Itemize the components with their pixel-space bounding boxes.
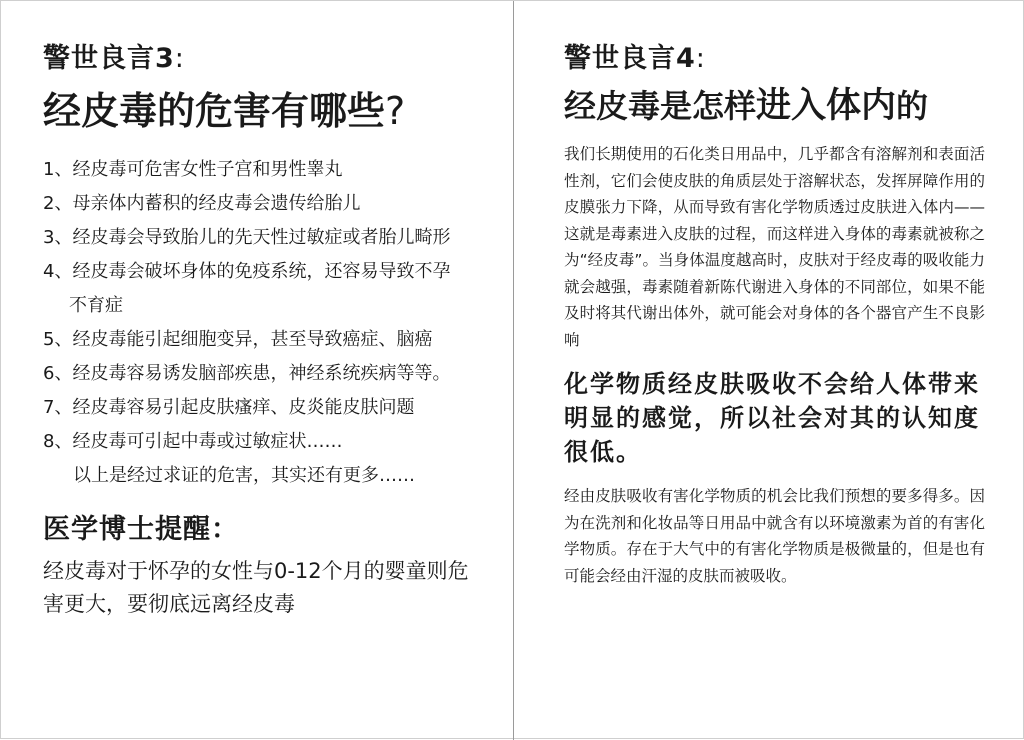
list-item <box>43 221 483 255</box>
list-item-text: 8、经皮毒可引起中毒或过敏症状…… <box>43 431 343 452</box>
list-item <box>43 153 483 187</box>
summary-note: 以上是经过求证的危害，其实还有更多…… <box>73 465 415 486</box>
left-headline <box>43 87 483 135</box>
list-item-text: 2、母亲体内蓄积的经皮毒会遗传给胎儿 <box>43 193 361 214</box>
right-headline <box>564 83 985 129</box>
left-headline-text: 经皮毒的危害有哪些 <box>43 89 386 133</box>
list-item <box>43 391 483 425</box>
body-paragraph-1: 我们长期使用的石化类日用品中，几乎都含有溶解剂和表面活性剂，它们会使皮肤的角质层处于溶解状态，发挥屏障作用的皮膜张力下降，从而导致有害化学物质透过皮肤进入体内——这就是毒素进入皮肤的过程，而这样进入身体的毒素就被称之为“经皮毒”。当身体温度越高时，皮肤对于经皮毒的吸收能力就会越强，毒素随着新陈代谢进入身体的不同部位，如果不能及时将其代谢出体外，就可能会对身体的各个器官产生不良影响 <box>564 145 985 349</box>
callout-statement: 化学物质经皮肤吸收不会给人体带来明显的感觉，所以社会对其的认知度很低。 <box>564 370 980 466</box>
left-page <box>1 1 513 740</box>
doctor-tip-title: 医学博士提醒： <box>43 514 239 545</box>
right-page <box>514 1 1024 740</box>
list-item-text: 4、经皮毒会破坏身体的免疫系统，还容易导致不孕 <box>43 261 451 282</box>
right-kicker-text: 警世良言4 <box>564 43 696 74</box>
right-headline-pre: 经皮毒是怎样 <box>564 87 757 125</box>
body-paragraph-2: 经由皮肤吸收有害化学物质的机会比我们预想的要多得多。因为在洗剂和化妆品等日用品中就含有以环境激素为首的有害化学物质。存在于大气中的有害化学物质是极微量的，但是也有可能会经由汗湿的皮肤而被吸收。 <box>564 487 985 585</box>
right-headline-post: 的 <box>896 87 929 125</box>
left-kicker <box>43 41 483 77</box>
list-item <box>43 425 483 459</box>
right-kicker <box>564 41 985 77</box>
list-item-text: 6、经皮毒容易诱发脑部疾患，神经系统疾病等等。 <box>43 363 451 384</box>
list-item-text: 1、经皮毒可危害女性子宫和男性睾丸 <box>43 159 343 180</box>
doctor-tip-body: 经皮毒对于怀孕的女性与0-12个月的婴童则危害更大，要彻底远离经皮毒 <box>43 559 469 616</box>
list-item <box>43 187 483 221</box>
list-item <box>43 323 483 357</box>
list-item-text: 7、经皮毒容易引起皮肤瘙痒、皮炎能皮肤问题 <box>43 397 415 418</box>
right-kicker-colon: : <box>695 43 706 74</box>
list-item-text: 3、经皮毒会导致胎儿的先天性过敏症或者胎儿畸形 <box>43 227 451 248</box>
left-headline-mark: ? <box>385 89 406 133</box>
list-item-continuation: 不育症 <box>69 295 123 316</box>
right-headline-emphasis: 进入体内 <box>756 86 897 126</box>
list-item <box>43 357 483 391</box>
list-item <box>43 255 483 323</box>
left-kicker-colon: : <box>174 43 185 74</box>
list-item-text: 5、经皮毒能引起细胞变异，甚至导致癌症、脑癌 <box>43 329 433 350</box>
harm-list <box>43 153 483 459</box>
left-kicker-text: 警世良言3 <box>43 43 175 74</box>
